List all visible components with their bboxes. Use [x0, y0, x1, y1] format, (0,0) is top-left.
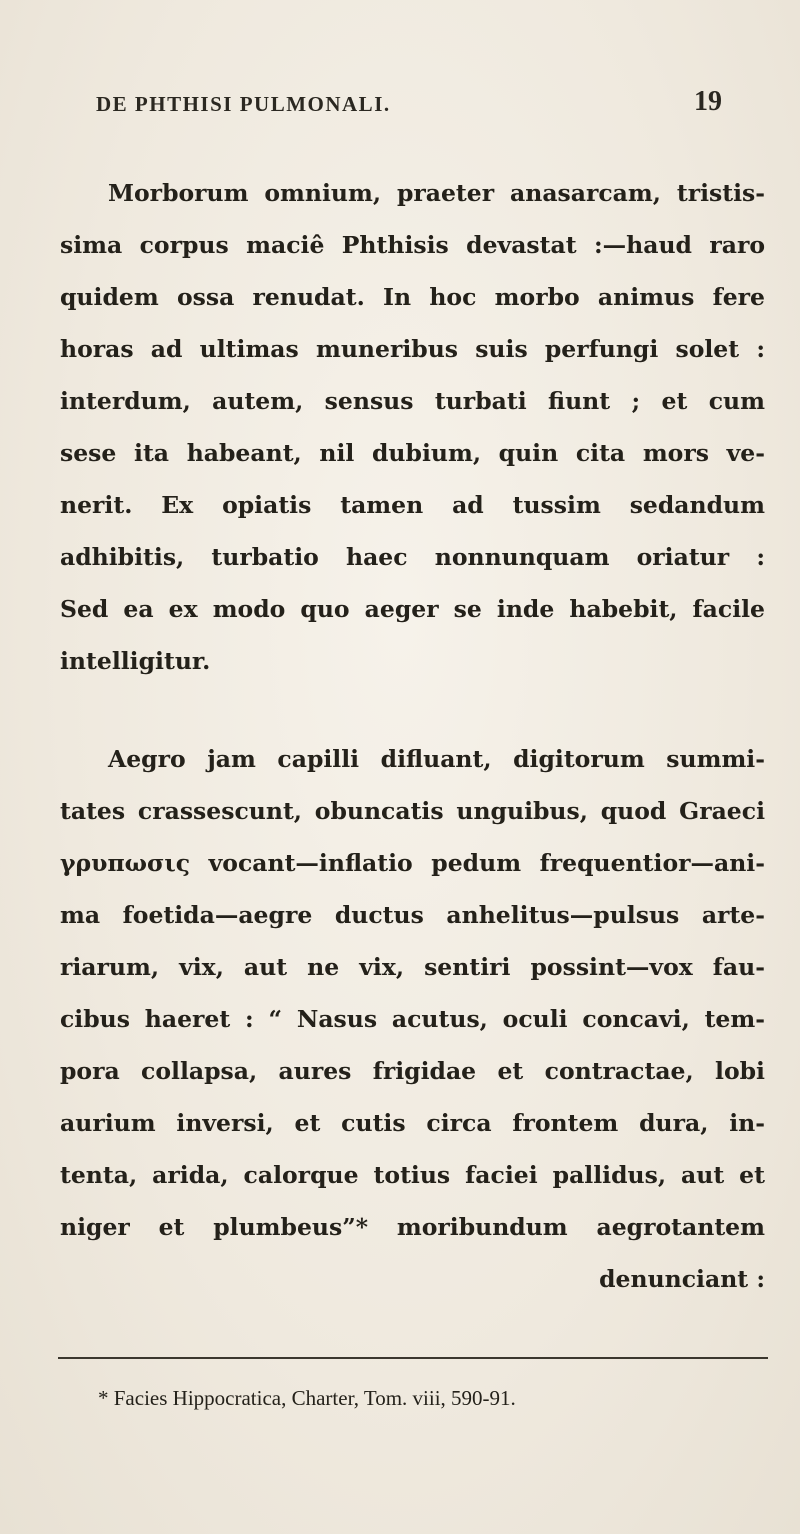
- paragraph-line: denunciant :: [599, 1265, 765, 1293]
- footnote: * Facies Hippocratica, Charter, Tom. viii, 590-91.: [98, 1386, 516, 1410]
- paragraph-line: interdum, autem, sensus turbati fiunt ; et cum: [60, 387, 765, 415]
- page-number: 19: [694, 86, 722, 117]
- paragraph-line: adhibitis, turbatio haec nonnunquam oriatur :: [60, 543, 765, 571]
- paragraph-line: pora collapsa, aures frigidae et contractae, lobi: [60, 1057, 765, 1085]
- paragraph-line: Sed ea ex modo quo aeger se inde habebit, facile: [60, 595, 765, 623]
- running-title: DE PHTHISI PULMONALI.: [96, 92, 391, 116]
- paragraph-line: tates crassescunt, obuncatis unguibus, quod Graeci: [60, 797, 765, 825]
- paragraph-line: sima corpus maciê Phthisis devastat :—haud raro: [60, 231, 765, 259]
- paragraph-line: nerit. Ex opiatis tamen ad tussim sedandum: [60, 491, 765, 519]
- page-header: [96, 86, 722, 126]
- paragraph-line: Aegro jam capilli difluant, digitorum summi-: [108, 745, 765, 773]
- paragraph-line: quidem ossa renudat. In hoc morbo animus fere: [60, 283, 765, 311]
- paragraph-line: sese ita habeant, nil dubium, quin cita mors ve-: [60, 439, 765, 467]
- paragraph-line: ma foetida—aegre ductus anhelitus—pulsus arte-: [60, 901, 765, 929]
- paragraph-line: aurium inversi, et cutis circa frontem dura, in-: [60, 1109, 765, 1137]
- paragraph-line: γρυπωσις vocant—inflatio pedum frequentior—ani-: [60, 849, 765, 877]
- paragraph-line: tenta, arida, calorque totius faciei pallidus, aut et: [60, 1161, 765, 1189]
- paragraph-line: Morborum omnium, praeter anasarcam, tristis-: [108, 179, 765, 207]
- footnote-divider: [58, 1357, 768, 1359]
- paragraph-line: riarum, vix, aut ne vix, sentiri possint—vox fau-: [60, 953, 765, 981]
- paragraph-line: horas ad ultimas muneribus suis perfungi solet :: [60, 335, 765, 363]
- paragraph-line: intelligitur.: [60, 647, 211, 675]
- paragraph-line: cibus haeret : “ Nasus acutus, oculi concavi, tem-: [60, 1005, 765, 1033]
- paragraph-line: niger et plumbeus”* moribundum aegrotantem: [60, 1213, 765, 1241]
